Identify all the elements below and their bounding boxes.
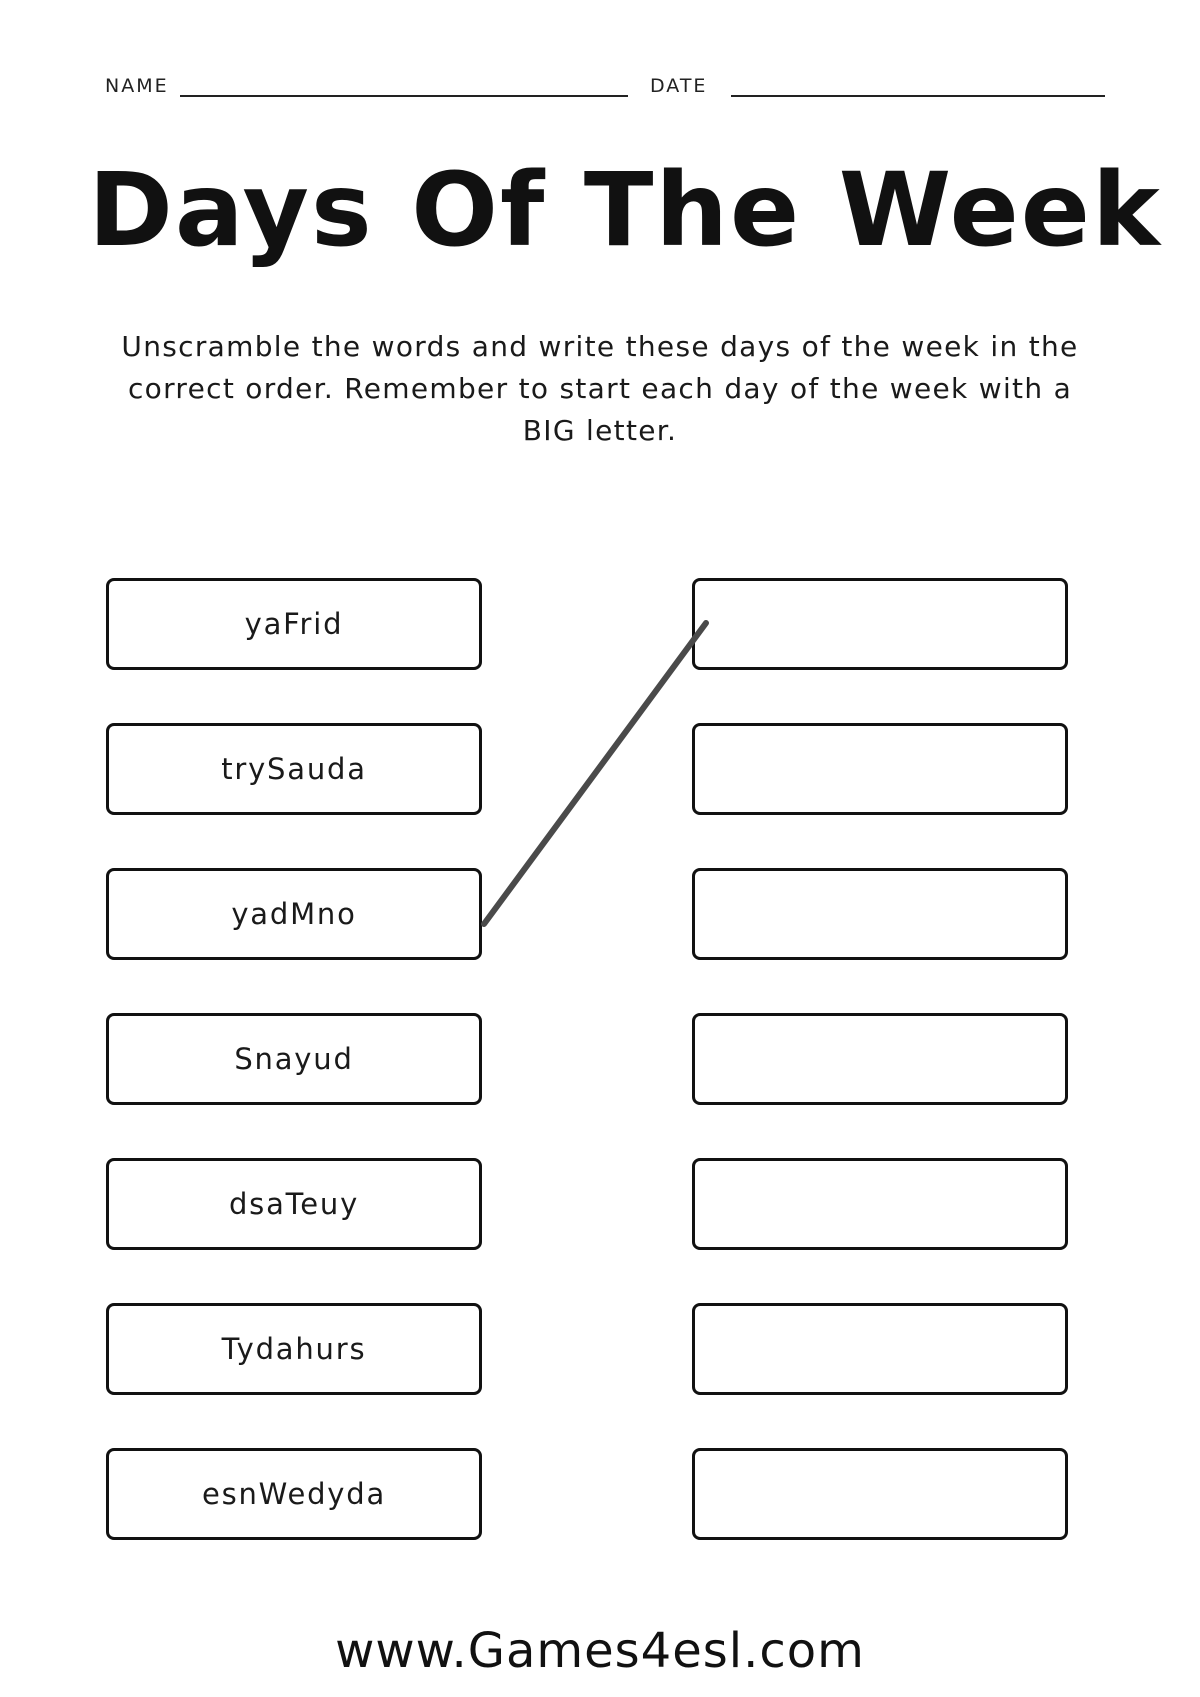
scrambled-word: trySauda [221, 752, 367, 786]
scrambled-word: yadMno [231, 897, 357, 931]
answer-box-1[interactable] [692, 578, 1068, 670]
scrambled-word: Snayud [234, 1042, 354, 1076]
answer-box-3[interactable] [692, 868, 1068, 960]
header-row [105, 75, 1105, 105]
date-label: DATE [650, 75, 708, 97]
answer-box-7[interactable] [692, 1448, 1068, 1540]
answer-box-5[interactable] [692, 1158, 1068, 1250]
scrambled-word: Tydahurs [221, 1332, 367, 1366]
page-title: Days Of The Week [88, 151, 1162, 270]
scrambled-word: dsaTeuy [228, 1187, 360, 1221]
word-box-1 [106, 578, 482, 670]
example-connector-line [484, 623, 706, 924]
word-box-2 [106, 723, 482, 815]
footer-url: www.Games4esl.com [335, 1623, 865, 1679]
answer-box-6[interactable] [692, 1303, 1068, 1395]
name-line[interactable] [180, 95, 628, 97]
word-box-4 [106, 1013, 482, 1105]
name-label: NAME [105, 75, 169, 97]
word-box-7 [106, 1448, 482, 1540]
scrambled-word: yaFrid [244, 607, 344, 641]
date-line[interactable] [731, 95, 1105, 97]
answer-box-2[interactable] [692, 723, 1068, 815]
instructions: Unscramble the words and write these days of the week in the correct order. Remember to start each day of the week with a BIG letter. [121, 330, 1079, 447]
word-box-6 [106, 1303, 482, 1395]
answer-box-4[interactable] [692, 1013, 1068, 1105]
scrambled-word: esnWedyda [201, 1477, 387, 1511]
word-box-3 [106, 868, 482, 960]
word-box-5 [106, 1158, 482, 1250]
